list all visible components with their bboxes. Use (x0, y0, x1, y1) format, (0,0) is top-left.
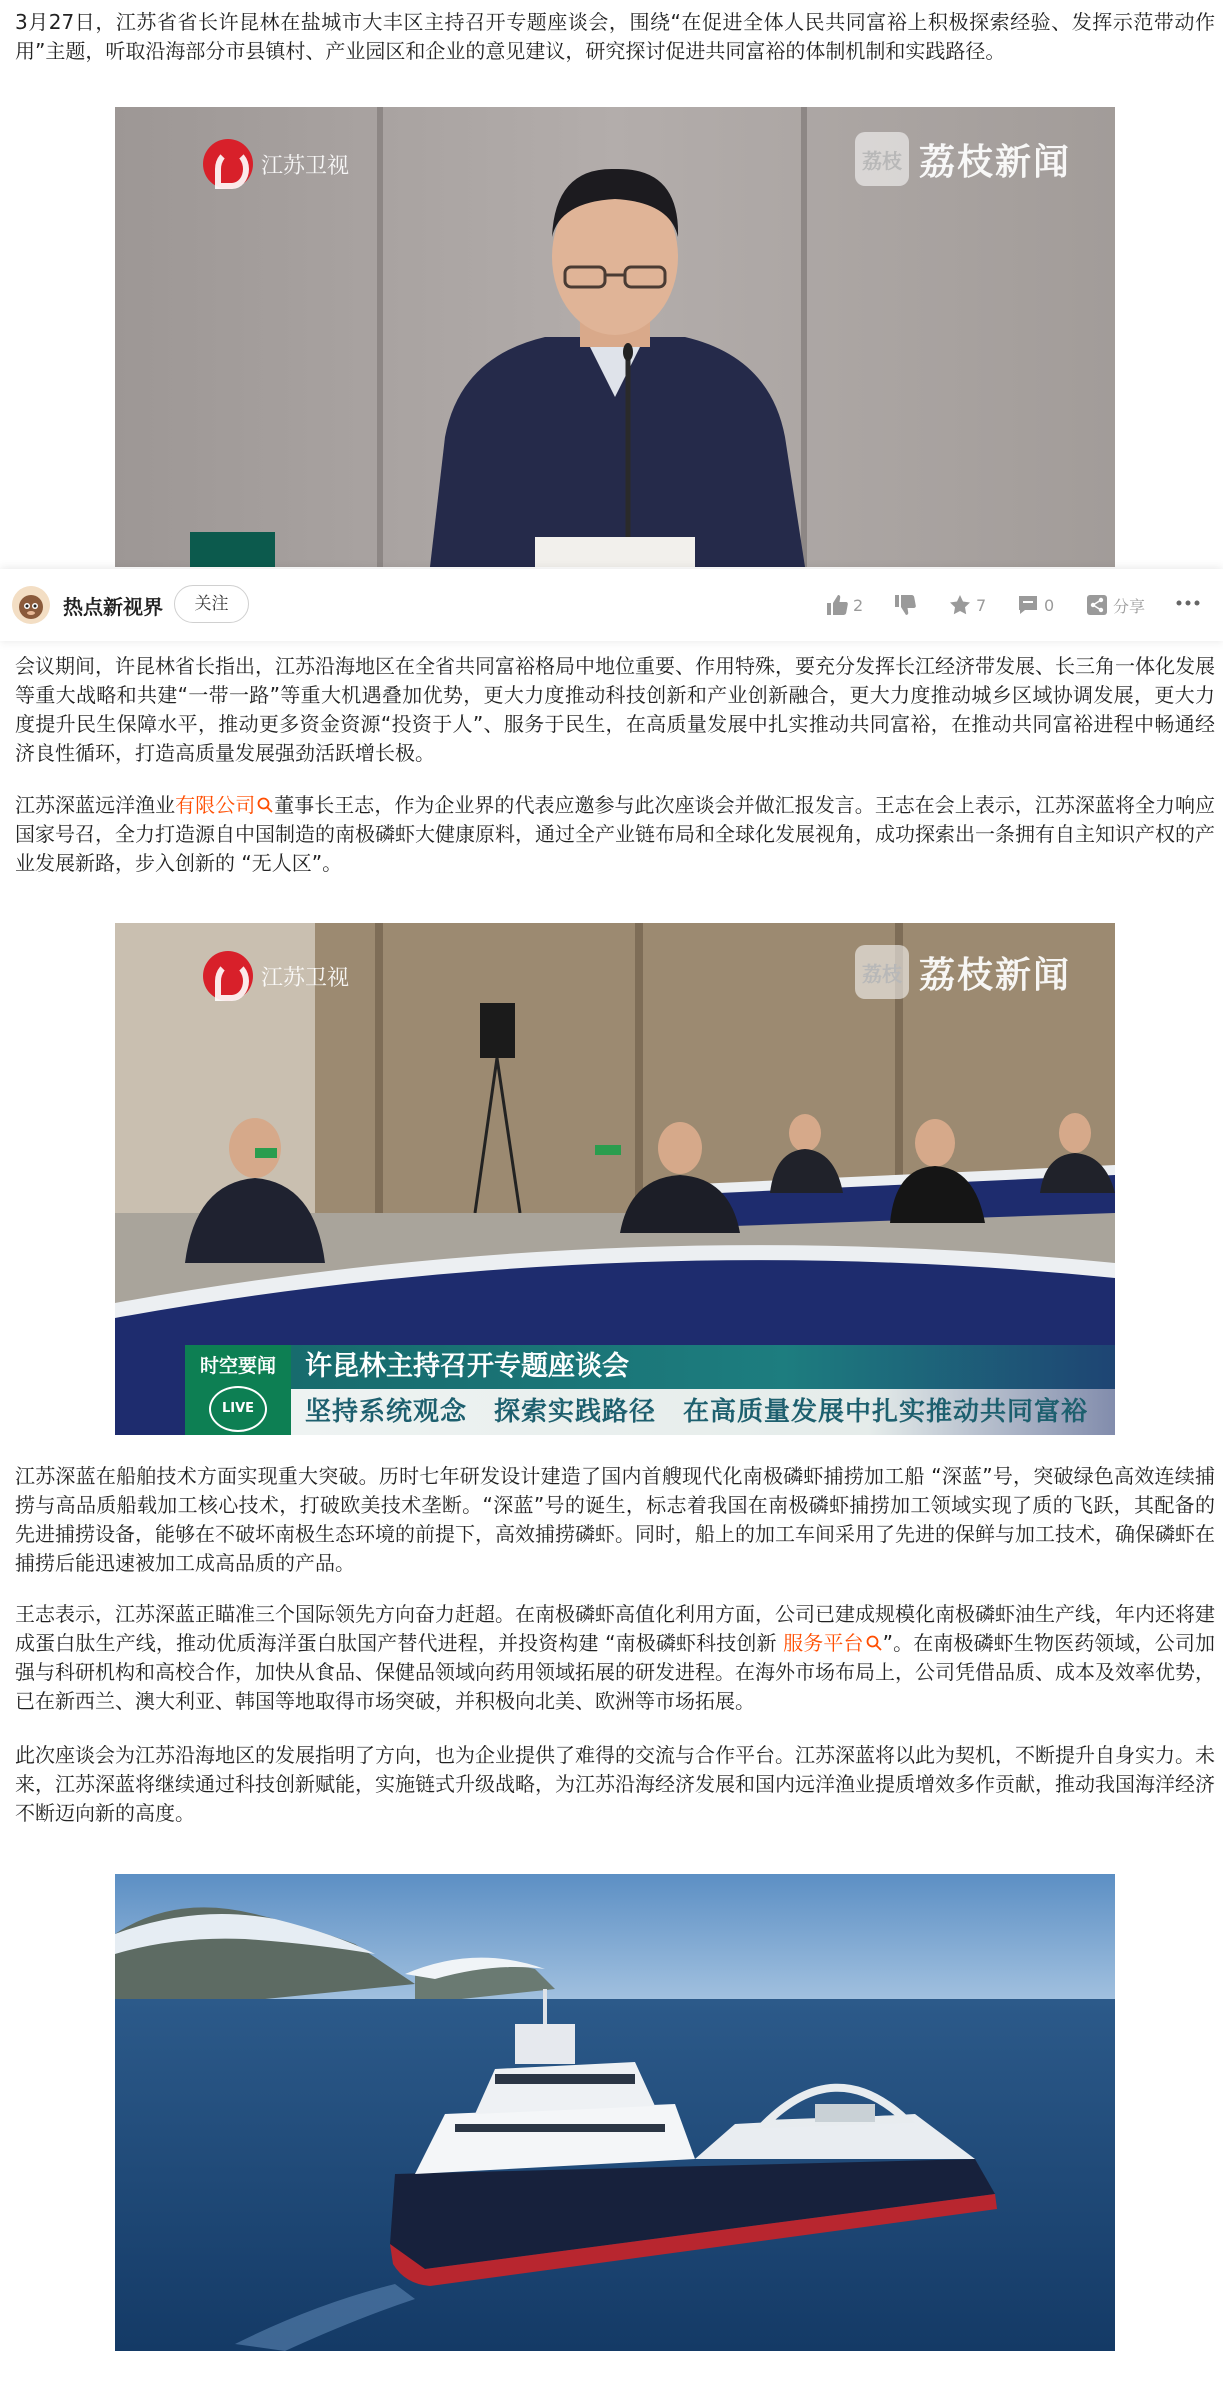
jiangsu-tv-logo-2: 江苏卫视 (203, 951, 349, 1001)
favorite-button[interactable] (948, 593, 986, 617)
share-label: 分享 (1113, 596, 1146, 616)
live-badge: LIVE (209, 1386, 267, 1432)
thumbs-down-icon (893, 593, 917, 617)
more-dots-icon (1176, 599, 1200, 607)
author-avatar[interactable] (12, 586, 50, 624)
lizhi-mark-icon-2: 荔枝 (855, 945, 909, 999)
article-image-meeting (115, 923, 1115, 1435)
article-image-speaker (115, 107, 1115, 567)
news-ticker (115, 1345, 1115, 1435)
comment-count: 0 (1044, 595, 1055, 615)
article-paragraph-4: 江苏深蓝在船舶技术方面实现重大突破。历时七年研发设计建造了国内首艘现代化南极磷虾捕捞加工船 “深蓝”号，突破绿色高效连续捕捞与高品质船载加工核心技术，打破欧美技术垄断。“深蓝”号的诞生，标志着我国在南极磷虾捕捞加工领域实现了质的飞跃，其配备的先进捕捞设备，能够在不破坏南极生态环境的前提下，高效捕捞磷虾。同时，船上的加工车间采用了先进的保鲜与加工技术，确保磷虾在捕捞后能迅速被加工成高品质的产品。 (15, 1464, 1215, 1575)
article-paragraph-1: 3月27日，江苏省省长许昆林在盐城市大丰区主持召开专题座谈会，围绕“在促进全体人民共同富裕上积极探索经验、发挥示范带动作用”主题，听取沿海部分市县镇村、产业园区和企业的意见建议，研究探讨促进共同富裕的体制机制和实践路径。 (15, 10, 1215, 63)
article-paragraph-3: 江苏深蓝远洋渔业有限公司 董事长王志，作为企业界的代表应邀参与此次座谈会并做汇报发言。王志在会上表示，江苏深蓝将全力响应国家号召，全力打造源自中国制造的南极磷虾大健康原料，通过全产业链布局和全球化发展视角，成功探索出一条拥有自主知识产权的产业发展新路，步入创新的 “无人区”。 (15, 793, 1216, 875)
jiangsu-tv-logo: 江苏卫视 (203, 139, 349, 189)
keyword-link-service-platform[interactable]: 服务平台 (783, 1631, 883, 1655)
author-action-bar (0, 569, 1223, 641)
more-button[interactable] (1176, 599, 1204, 607)
jiangsu-tv-mark-icon (203, 139, 253, 189)
keyword-link-company[interactable]: 有限公司 (175, 793, 274, 817)
article-paragraph-6: 此次座谈会为江苏沿海地区的发展指明了方向，也为企业提供了难得的交流与合作平台。江苏深蓝将以此为契机，不断提升自身实力。未来，江苏深蓝将继续通过科技创新赋能，实施链式升级战略，为江苏沿海经济发展和国内远洋渔业提质增效多作贡献，推动我国海洋经济不断迈向新的高度。 (15, 1743, 1215, 1825)
ticker-headline: 许昆林主持召开专题座谈会 (291, 1345, 1115, 1389)
follow-button[interactable]: 关注 (174, 585, 249, 623)
favorite-count: 7 (976, 595, 987, 615)
star-icon (948, 593, 972, 617)
comment-icon (1016, 593, 1040, 617)
ticker-subline: 坚持系统观念 探索实践路径 在高质量发展中扎实推动共同富裕 (291, 1389, 1115, 1435)
author-name[interactable]: 热点新视界 (63, 595, 163, 619)
ship-photo (115, 1874, 1115, 2351)
article-image-ship (115, 1874, 1115, 2351)
search-icon (256, 796, 274, 814)
search-icon (865, 1634, 883, 1652)
thumbs-up-icon (825, 593, 849, 617)
article-paragraph-5: 王志表示，江苏深蓝正瞄准三个国际领先方向奋力赶超。在南极磷虾高值化利用方面，公司已建成规模化南极磷虾油生产线，年内还将建成蛋白肽生产线，推动优质海洋蛋白肽国产替代进程，并投资构建 “南极磷虾科技创新 服务平台 ”。在南极磷虾生物医药领域，公司加强与科研机构和高校合作，加快从食品、保健品领域向药用领域拓展的研发进程。在海外市场布局上，公司凭借品质、成本及效率优势，已在新西兰、澳大利亚、韩国等地取得市场突破，并积极向北美、欧洲等市场拓展。 (15, 1602, 1215, 1713)
lizhi-news-logo: 荔枝 荔枝新闻 (855, 132, 1071, 186)
share-button[interactable] (1085, 593, 1145, 617)
dislike-button[interactable] (893, 593, 921, 617)
article-paragraph-2: 会议期间，许昆林省长指出，江苏沿海地区在全省共同富裕格局中地位重要、作用特殊，要充分发挥长江经济带发展、长三角一体化发展等重大战略和共建“一带一路”等重大机遇叠加优势，更大力度推动科技创新和产业创新融合，更大力度推动城乡区域协调发展，更大力度提升民生保障水平，推动更多资金资源“投资于人”、服务于民生，在高质量发展中扎实推动共同富裕，在推动共同富裕进程中畅通经济良性循环，打造高质量发展强劲活跃增长极。 (15, 654, 1215, 765)
jiangsu-tv-mark-icon-2 (203, 951, 253, 1001)
share-icon (1085, 593, 1109, 617)
like-button[interactable] (825, 593, 863, 617)
ticker-channel: 时空要闻 LIVE (185, 1345, 291, 1435)
like-count: 2 (853, 595, 864, 615)
comment-button[interactable] (1016, 593, 1054, 617)
lizhi-mark-icon: 荔枝 (855, 132, 909, 186)
lizhi-news-logo-2: 荔枝 荔枝新闻 (855, 945, 1071, 999)
